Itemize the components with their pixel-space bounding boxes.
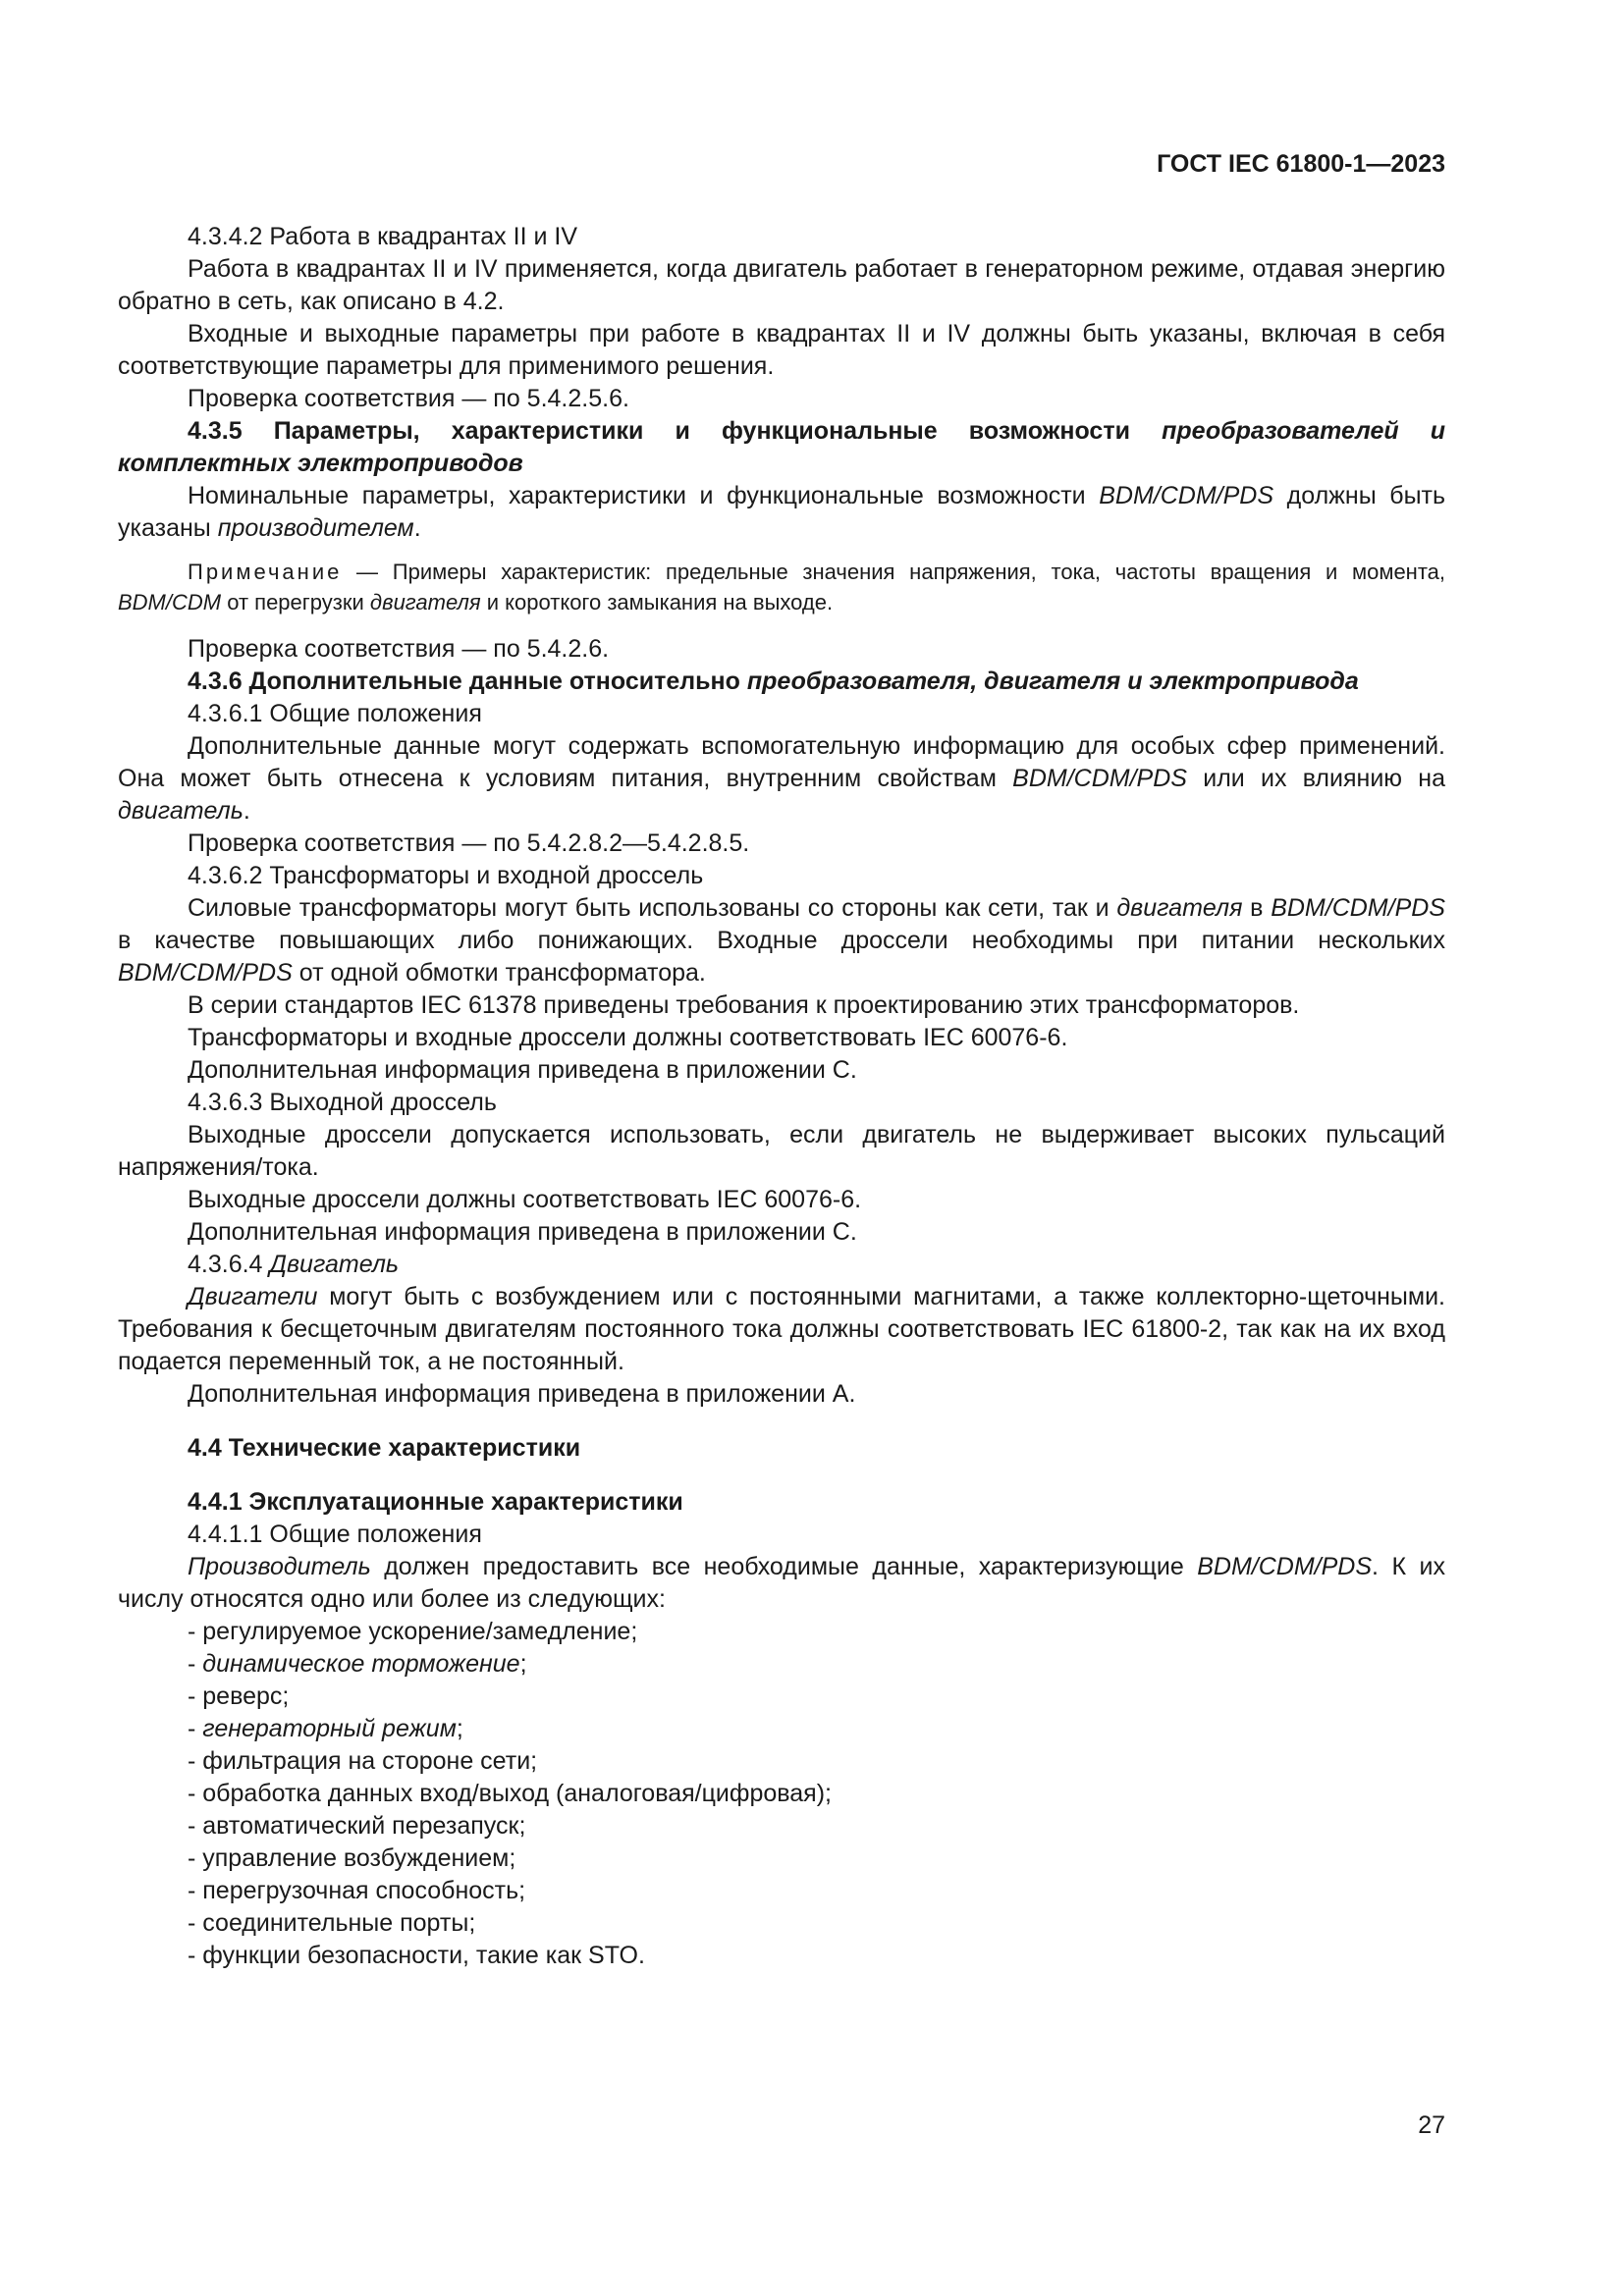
text-run: ; xyxy=(519,1650,527,1678)
section-4-4-1-heading: 4.4.1 Эксплуатационные характеристики xyxy=(188,1488,683,1516)
capabilities-list xyxy=(118,1616,1445,1972)
note-label: Примечание xyxy=(188,560,343,584)
section-4-3-4-2-paragraph-1: Работа в квадрантах II и IV применяется, когда двигатель работает в генераторном режиме, отдавая энергию обратно в сеть, как описано в 4.2. xyxy=(118,255,1445,315)
heading-text: 4.3.5 Параметры, характеристики и функциональные возможности xyxy=(188,417,1163,445)
text-run: и короткого замыкания на выходе. xyxy=(480,590,834,614)
section-4-3-6-1-check: Проверка соответствия — по 5.4.2.8.2—5.4.2.8.5. xyxy=(188,829,750,857)
heading-italic-text: преобразователей и комплектных электроприводов xyxy=(118,417,1445,477)
section-4-3-6-3-paragraph-2: Выходные дроссели должны соответствовать IEC 60076-6. xyxy=(188,1186,862,1213)
text-run: Дополнительные данные могут содержать вспомогательную информацию для особых сфер применений. Она может быть отнесена к условиям питания, внутренним свойствам xyxy=(118,732,1445,792)
section-4-3-5-check: Проверка соответствия — по 5.4.2.6. xyxy=(188,635,610,663)
italic-term: BDM/CDM/PDS xyxy=(1099,482,1274,509)
list-item: - автоматический перезапуск; xyxy=(188,1812,526,1840)
document-body xyxy=(118,221,1445,1972)
section-4-4-heading: 4.4 Технические характеристики xyxy=(188,1434,581,1462)
document-code-header: ГОСТ IEC 61800-1—2023 xyxy=(1157,150,1445,178)
italic-term: BDM/CDM/PDS xyxy=(1012,765,1187,792)
section-4-3-6-4-paragraph-2: Дополнительная информация приведена в приложении А. xyxy=(188,1380,856,1408)
italic-term: BDM/CDM xyxy=(118,590,222,614)
text-run: Номинальные параметры, характеристики и функциональные возможности xyxy=(188,482,1100,509)
section-4-3-6-2-paragraph-1 xyxy=(118,892,1445,989)
section-4-4-1-1-paragraph xyxy=(118,1551,1445,1616)
section-4-3-6-2-paragraph-4: Дополнительная информация приведена в приложении С. xyxy=(188,1056,857,1084)
section-4-3-6-heading xyxy=(118,666,1445,698)
section-4-3-6-4-title xyxy=(118,1249,1445,1281)
italic-term: Двигатель xyxy=(269,1251,400,1278)
italic-term: BDM/CDM/PDS xyxy=(1271,894,1445,922)
list-item xyxy=(118,1713,1445,1745)
section-4-3-5-heading xyxy=(118,415,1445,480)
italic-term: генераторный режим xyxy=(202,1715,457,1742)
text-run: должны быть указаны xyxy=(118,482,1446,542)
italic-term: двигателя xyxy=(1116,894,1243,922)
page-number: 27 xyxy=(1418,2111,1445,2139)
text-run: . К их числу относятся одно или более из следующих: xyxy=(118,1553,1445,1613)
text-run: или их влиянию на xyxy=(1186,765,1446,792)
section-4-3-6-3-paragraph-1: Выходные дроссели допускается использовать, если двигатель не выдерживает высоких пульсаций напряжения/тока. xyxy=(118,1121,1445,1181)
list-item: - фильтрация на стороне сети; xyxy=(188,1747,538,1775)
list-item: - функции безопасности, такие как STO. xyxy=(188,1942,645,1969)
italic-term: Двигатели xyxy=(188,1283,318,1310)
section-4-3-6-2-paragraph-2: В серии стандартов IEC 61378 приведены требования к проектированию этих трансформаторов. xyxy=(188,991,1300,1019)
text-run: могут быть с возбуждением или с постоянными магнитами, а также коллекторно-щеточными. Требования к бесщеточным двигателям постоянного тока должны соответствовать IEC 61800-2, так как на их вход подается переменный ток, а не постоянный. xyxy=(118,1283,1445,1375)
heading-text: 4.3.6 Дополнительные данные относительно xyxy=(188,667,747,695)
list-item: - реверс; xyxy=(188,1682,290,1710)
heading-italic-text: преобразователя, двигателя и электропривода xyxy=(746,667,1359,695)
section-4-3-4-2-title: 4.3.4.2 Работа в квадрантах II и IV xyxy=(188,223,577,250)
list-item: - регулируемое ускорение/замедление; xyxy=(188,1618,638,1645)
section-4-3-6-1-paragraph xyxy=(118,730,1445,828)
italic-term: Производитель xyxy=(188,1553,371,1580)
section-4-3-5-paragraph-1 xyxy=(118,480,1445,545)
italic-term: BDM/CDM/PDS xyxy=(1197,1553,1373,1580)
section-4-3-5-note xyxy=(118,557,1445,617)
text-run: . xyxy=(243,797,250,825)
section-4-3-6-2-paragraph-3: Трансформаторы и входные дроссели должны соответствовать IEC 60076-6. xyxy=(188,1024,1068,1051)
text-run: - xyxy=(188,1715,203,1742)
section-4-3-4-2-check: Проверка соответствия — по 5.4.2.5.6. xyxy=(188,385,629,412)
list-item: - соединительные порты; xyxy=(188,1909,476,1937)
italic-term: производителем xyxy=(217,514,414,542)
list-item: - управление возбуждением; xyxy=(188,1844,516,1872)
section-4-3-6-3-paragraph-3: Дополнительная информация приведена в приложении С. xyxy=(188,1218,857,1246)
italic-term: динамическое торможение xyxy=(202,1650,520,1678)
section-4-3-6-3-title: 4.3.6.3 Выходной дроссель xyxy=(188,1089,497,1116)
section-4-3-6-2-title: 4.3.6.2 Трансформаторы и входной дроссель xyxy=(188,862,704,889)
text-run: от одной обмотки трансформатора. xyxy=(292,959,706,987)
section-4-3-6-1-title: 4.3.6.1 Общие положения xyxy=(188,700,482,727)
section-4-3-4-2-paragraph-2: Входные и выходные параметры при работе в квадрантах II и IV должны быть указаны, включая в себя соответствующие параметры для применимого решения. xyxy=(118,320,1445,380)
section-4-4-1-1-title: 4.4.1.1 Общие положения xyxy=(188,1521,482,1548)
text-run: в xyxy=(1242,894,1272,922)
text-run: 4.3.6.4 xyxy=(188,1251,270,1278)
list-item: - перегрузочная способность; xyxy=(188,1877,526,1904)
text-run: ; xyxy=(456,1715,463,1742)
list-item: - обработка данных вход/выход (аналоговая/цифровая); xyxy=(188,1780,832,1807)
text-run: Силовые трансформаторы могут быть использованы со стороны как сети, так и xyxy=(188,894,1117,922)
italic-term: двигателя xyxy=(369,590,481,614)
section-4-3-6-4-paragraph-1 xyxy=(118,1281,1445,1378)
italic-term: BDM/CDM/PDS xyxy=(118,959,293,987)
text-run: в качестве повышающих либо понижающих. Входные дроссели необходимы при питании нескольких xyxy=(118,927,1445,954)
text-run: — Примеры характеристик: предельные значения напряжения, тока, частоты вращения и момента, xyxy=(342,560,1445,584)
text-run: от перегрузки xyxy=(221,590,370,614)
text-run: . xyxy=(413,514,421,542)
text-run: - xyxy=(188,1650,203,1678)
text-run: должен предоставить все необходимые данные, характеризующие xyxy=(370,1553,1198,1580)
list-item xyxy=(118,1648,1445,1681)
italic-term: двигатель xyxy=(118,797,244,825)
